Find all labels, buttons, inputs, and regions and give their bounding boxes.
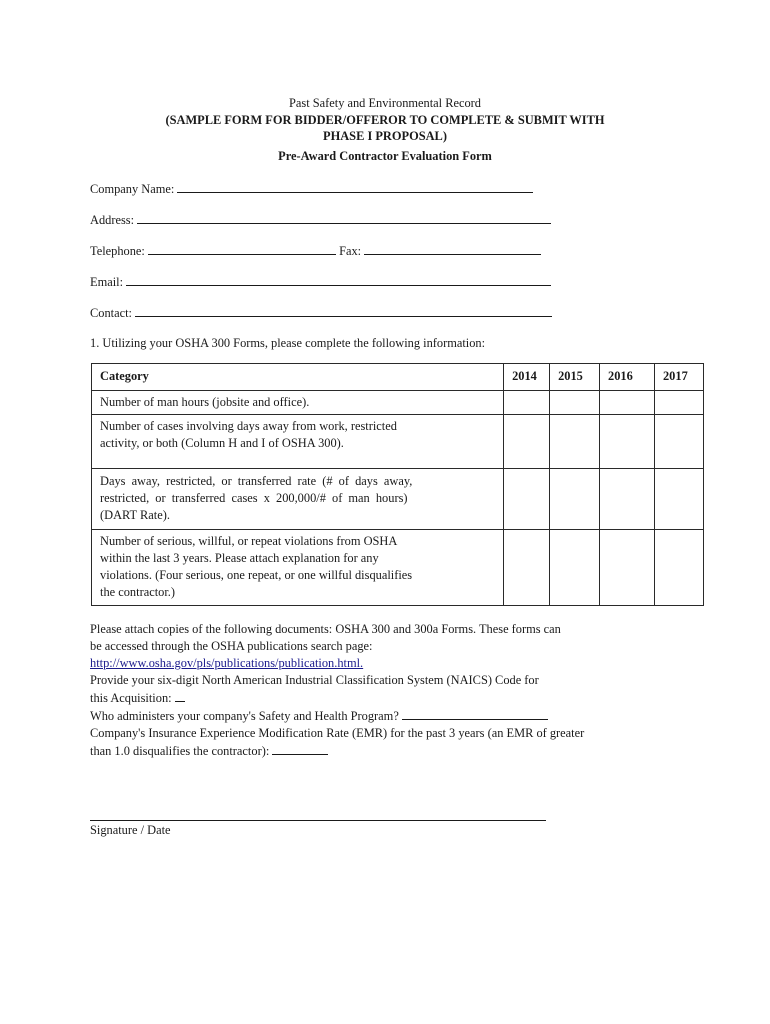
- telephone-field[interactable]: [148, 242, 336, 255]
- instructions-line: Please attach copies of the following documents: OSHA 300 and 300a Forms. These forms can: [90, 622, 561, 636]
- emr-label: than 1.0 disqualifies the contractor):: [90, 744, 270, 758]
- question-1: 1. Utilizing your OSHA 300 Forms, please complete the following information:: [90, 336, 486, 350]
- table-row: [92, 469, 704, 530]
- header-2017: 2017: [654, 364, 703, 391]
- cell-input[interactable]: [550, 530, 600, 606]
- header-2015: 2015: [550, 364, 600, 391]
- contact-field[interactable]: [135, 304, 552, 317]
- category-days-away-cases: Number of cases involving days away from work, restricted activity, or both (Column H and I of OSHA 300).: [92, 415, 504, 469]
- cell-input[interactable]: [654, 530, 703, 606]
- cell-input[interactable]: [550, 391, 600, 415]
- instructions-block: [90, 621, 690, 760]
- safety-program-label: Who administers your company's Safety and Health Program?: [90, 709, 399, 723]
- cell-input[interactable]: [550, 469, 600, 530]
- instructions-line: be accessed through the OSHA publications search page:: [90, 639, 373, 653]
- category-man-hours: Number of man hours (jobsite and office).: [92, 391, 504, 415]
- cell-input[interactable]: [654, 415, 703, 469]
- table-header-row: [92, 364, 704, 391]
- form-subtitle-line-2: PHASE I PROPOSAL): [323, 129, 447, 143]
- fax-label: Fax:: [339, 244, 362, 258]
- cell-input[interactable]: [600, 530, 655, 606]
- safety-program-row: [90, 707, 690, 725]
- company-name-label: Company Name:: [90, 182, 175, 196]
- category-osha-violations: Number of serious, willful, or repeat violations from OSHA within the last 3 years. Please attach explanation for any violations. (Four serious, one repeat, or one willful disqualifies the contractor.): [92, 530, 504, 606]
- cell-input[interactable]: [654, 391, 703, 415]
- cell-input[interactable]: [600, 415, 655, 469]
- cell-input[interactable]: [550, 415, 600, 469]
- address-field[interactable]: [137, 211, 551, 224]
- signature-line[interactable]: [90, 808, 546, 821]
- address-row: [90, 211, 551, 228]
- email-field[interactable]: [126, 273, 551, 286]
- naics-field[interactable]: [175, 689, 185, 702]
- emr-row: [90, 742, 690, 760]
- emr-field[interactable]: [272, 742, 328, 755]
- cell-input[interactable]: [600, 469, 655, 530]
- form-heading: Pre-Award Contractor Evaluation Form: [278, 149, 492, 163]
- contact-label: Contact:: [90, 306, 132, 320]
- contact-row: [90, 304, 552, 321]
- signature-label: Signature / Date: [90, 823, 171, 837]
- address-label: Address:: [90, 213, 135, 227]
- naics-row: [90, 689, 690, 707]
- category-dart-rate: Days away, restricted, or transferred rate (# of days away, restricted, or transferred cases x 200,000/# of man hours) (DART Rate).: [92, 469, 504, 530]
- naics-label: this Acquisition:: [90, 691, 172, 705]
- header-2016: 2016: [600, 364, 655, 391]
- table-row: [92, 415, 704, 469]
- cell-input[interactable]: [504, 415, 550, 469]
- company-name-row: [90, 180, 533, 197]
- telephone-label: Telephone:: [90, 244, 145, 258]
- form-title: Past Safety and Environmental Record: [288, 96, 481, 110]
- email-label: Email:: [90, 275, 124, 289]
- cell-input[interactable]: [654, 469, 703, 530]
- cell-input[interactable]: [504, 469, 550, 530]
- cell-input[interactable]: [600, 391, 655, 415]
- instructions-line: Provide your six-digit North American Industrial Classification System (NAICS) Code for: [90, 673, 539, 687]
- header-2014: 2014: [504, 364, 550, 391]
- table-row: [92, 391, 704, 415]
- telephone-fax-row: [90, 242, 541, 259]
- osha-publications-link[interactable]: http://www.osha.gov/pls/publications/publication.html.: [90, 656, 364, 670]
- cell-input[interactable]: [504, 391, 550, 415]
- table-row: [92, 530, 704, 606]
- osha-table: [91, 363, 704, 606]
- cell-input[interactable]: [504, 530, 550, 606]
- instructions-line: Company's Insurance Experience Modification Rate (EMR) for the past 3 years (an EMR of greater: [90, 726, 585, 740]
- header-category: Category: [92, 364, 504, 391]
- company-name-field[interactable]: [177, 180, 533, 193]
- email-row: [90, 273, 551, 290]
- fax-field[interactable]: [364, 242, 541, 255]
- safety-program-field[interactable]: [402, 707, 548, 720]
- form-subtitle-line-1: (SAMPLE FORM FOR BIDDER/OFFEROR TO COMPLETE & SUBMIT WITH: [165, 113, 605, 127]
